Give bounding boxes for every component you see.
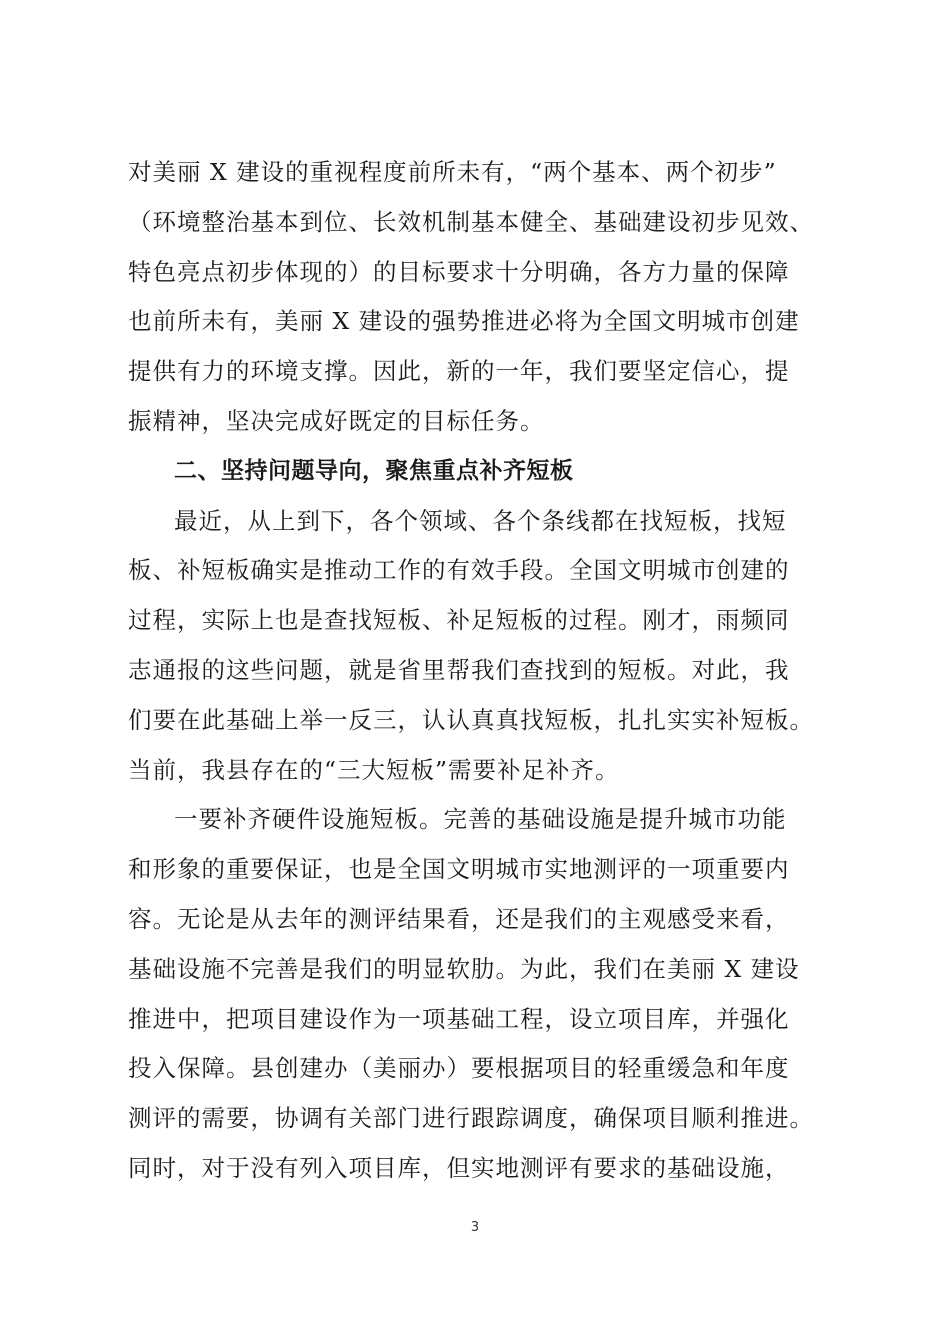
text-line: （环境整治基本到位、长效机制基本健全、基础建设初步见效、 (128, 207, 814, 236)
text-line: 基础设施不完善是我们的明显软肋。为此，我们在美丽 X 建设 (128, 954, 800, 983)
paragraph-first-line: 最近，从上到下，各个领域、各个条线都在找短板，找短 (174, 506, 787, 535)
text-line: 志通报的这些问题，就是省里帮我们查找到的短板。对此，我 (128, 655, 790, 684)
text-line: 板、补短板确实是推动工作的有效手段。全国文明城市创建的 (128, 556, 790, 585)
text-line: 同时，对于没有列入项目库，但实地测评有要求的基础设施， (128, 1153, 790, 1182)
text-line: 振精神，坚决完成好既定的目标任务。 (128, 406, 545, 435)
page-number: 3 (470, 1220, 480, 1235)
text-line: 和形象的重要保证，也是全国文明城市实地测评的一项重要内 (128, 855, 790, 884)
section-heading: 二、坚持问题导向，聚焦重点补齐短板 (174, 457, 574, 484)
paragraph-first-line: 一要补齐硬件设施短板。完善的基础设施是提升城市功能 (174, 805, 787, 834)
text-line: 过程，实际上也是查找短板、补足短板的过程。刚才，雨频同 (128, 606, 790, 635)
text-line: 特色亮点初步体现的）的目标要求十分明确，各方力量的保障 (128, 257, 790, 286)
text-line: 对美丽 X 建设的重视程度前所未有，“两个基本、两个初步” (128, 158, 777, 186)
text-line: 推进中，把项目建设作为一项基础工程，设立项目库，并强化 (128, 1004, 790, 1033)
text-line: 当前，我县存在的“三大短板”需要补足补齐。 (128, 755, 620, 784)
text-line: 投入保障。县创建办（美丽办）要根据项目的轻重缓急和年度 (128, 1054, 790, 1083)
text-line: 们要在此基础上举一反三，认认真真找短板，扎扎实实补短板。 (128, 705, 814, 734)
text-line: 容。无论是从去年的测评结果看，还是我们的主观感受来看， (128, 904, 790, 933)
text-line: 测评的需要，协调有关部门进行跟踪调度，确保项目顺利推进。 (128, 1104, 814, 1133)
text-line: 提供有力的环境支撑。因此，新的一年，我们要坚定信心，提 (128, 357, 790, 386)
text-line: 也前所未有，美丽 X 建设的强势推进必将为全国文明城市创建 (128, 307, 800, 336)
body-text (128, 148, 828, 1194)
